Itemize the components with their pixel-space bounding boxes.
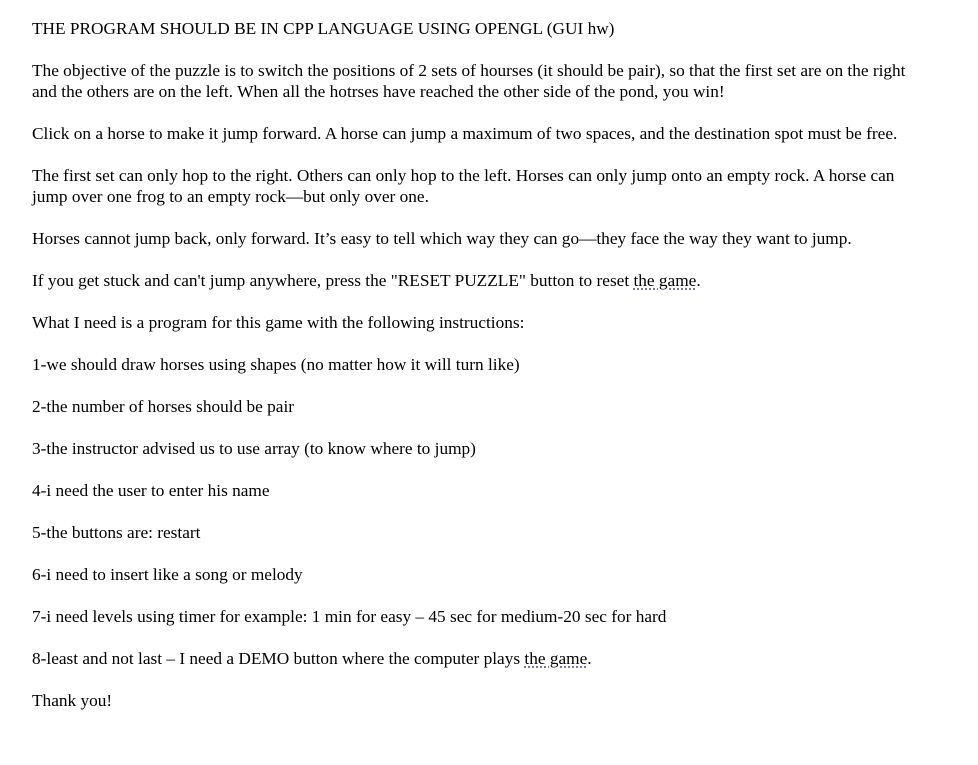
instruction-item-5: 5-the buttons are: restart xyxy=(32,523,201,542)
instruction-item-1: 1-we should draw horses using shapes (no matter how it will turn like) xyxy=(32,355,520,374)
instruction-item-2: 2-the number of horses should be pair xyxy=(32,397,295,416)
direction-rule-paragraph: Horses cannot jump back, only forward. It’s easy to tell which way they can go—they face the way they want to jump. xyxy=(32,229,852,248)
instruction-item-8-text: 8-least and not last – I need a DEMO button where the computer plays xyxy=(32,649,525,668)
instruction-item-3: 3-the instructor advised us to use array (to know where to jump) xyxy=(32,439,476,458)
objective-paragraph: The objective of the puzzle is to switch the positions of 2 sets of hourses (it should be pair), so that the first set are on the right and the others are on the left. When all the hotrses have reached the other side of the pond, you win! xyxy=(32,61,906,101)
instruction-item-7: 7-i need levels using timer for example: 1 min for easy – 45 sec for medium-20 sec for hard xyxy=(32,607,667,626)
hop-rule-paragraph: The first set can only hop to the right. Others can only hop to the left. Horses can only jump onto an empty rock. A horse can jump over one frog to an empty rock—but only over one. xyxy=(32,166,895,206)
stuck-rule-text: If you get stuck and can't jump anywhere, press the "RESET PUZZLE" button to reset xyxy=(32,271,634,290)
grammar-marked-text: the game xyxy=(633,271,697,290)
instruction-item-4: 4-i need the user to enter his name xyxy=(32,481,270,500)
document-title: THE PROGRAM SHOULD BE IN CPP LANGUAGE USING OPENGL (GUI hw) xyxy=(32,19,615,38)
grammar-marked-text: the game xyxy=(524,649,588,668)
stuck-rule-end: . xyxy=(696,271,701,290)
instruction-item-8-end: . xyxy=(587,649,592,668)
stuck-rule-paragraph xyxy=(32,270,922,291)
document-body xyxy=(32,18,922,711)
click-rule-paragraph: Click on a horse to make it jump forward. A horse can jump a maximum of two spaces, and the destination spot must be free. xyxy=(32,124,898,143)
closing-line: Thank you! xyxy=(32,691,113,710)
need-intro-paragraph: What I need is a program for this game with the following instructions: xyxy=(32,313,525,332)
instruction-item-6: 6-i need to insert like a song or melody xyxy=(32,565,303,584)
instruction-item-8 xyxy=(32,648,922,669)
